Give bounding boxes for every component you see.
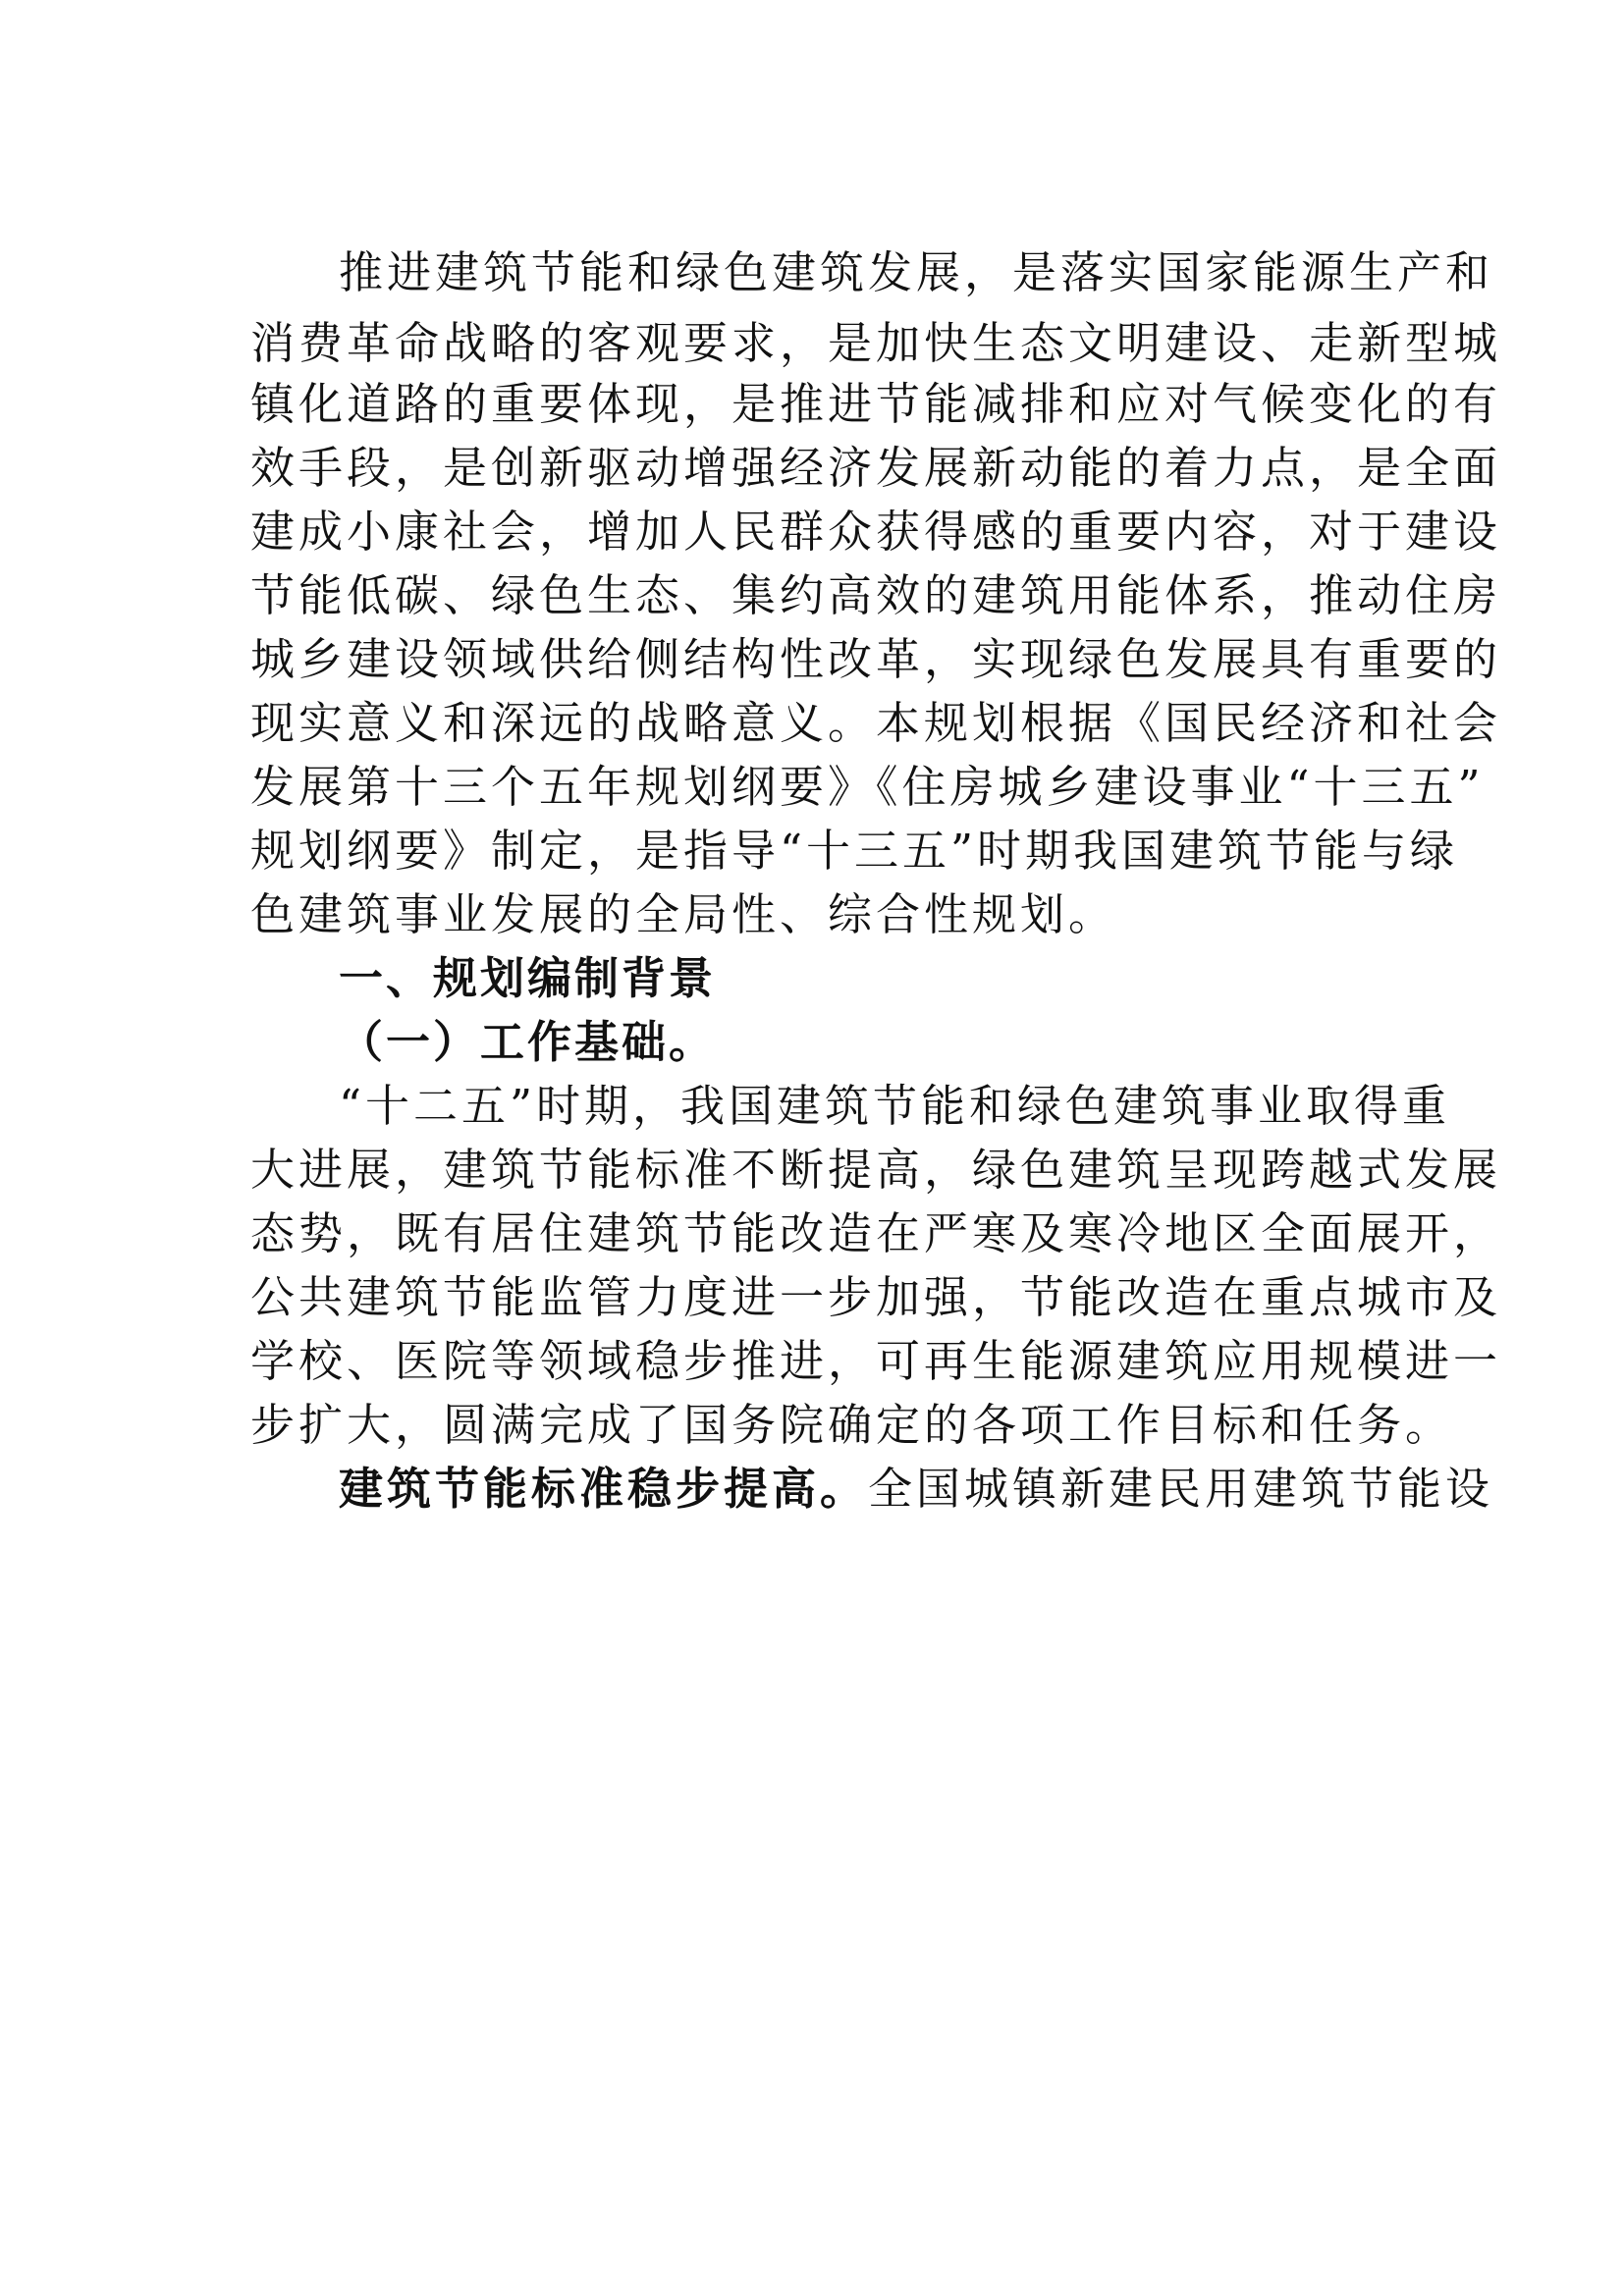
paragraph-2-line-5: 学校、医院等领域稳步推进，可再生能源建筑应用规模进一 [250,1335,1502,1387]
paragraph-1-line-2: 消费革命战略的客观要求，是加快生态文明建设、走新型城 [250,317,1502,369]
paragraph-1-line-11: 色建筑事业发展的全局性、综合性规划。 [250,888,1117,940]
paragraph-3-rest: 全国城镇新建民用建筑节能设 [868,1463,1494,1515]
paragraph-1-line-4: 效手段，是创新驱动增强经济发展新动能的着力点，是全面 [250,442,1502,494]
paragraph-2-line-3: 态势，既有居住建筑节能改造在严寒及寒冷地区全面展开， [250,1207,1502,1259]
paragraph-1-line-10: 规划纲要》制定，是指导“十三五”时期我国建筑节能与绿 [250,825,1459,877]
paragraph-1-line-3: 镇化道路的重要体现，是推进节能减排和应对气候变化的有 [250,378,1502,430]
paragraph-2-line-4: 公共建筑节能监管力度进一步加强，节能改造在重点城市及 [250,1271,1502,1323]
subsection-heading: （一）工作基础。 [339,1016,717,1068]
paragraph-1-line-6: 节能低碳、绿色生态、集约高效的建筑用能体系，推动住房 [250,569,1502,621]
paragraph-2-line-1: “十二五”时期，我国建筑节能和绿色建筑事业取得重 [339,1080,1451,1132]
paragraph-1-line-5: 建成小康社会，增加人民群众获得感的重要内容，对于建设 [250,506,1502,558]
paragraph-2-line-6: 步扩大，圆满完成了国务院确定的各项工作目标和任务。 [250,1399,1454,1451]
section-heading: 一、规划编制背景 [339,952,717,1004]
paragraph-1-line-9: 发展第十三个五年规划纲要》《住房城乡建设事业“十三五” [250,761,1485,813]
paragraph-1-line-1: 推进建筑节能和绿色建筑发展，是落实国家能源生产和 [339,246,1494,298]
paragraph-1-line-7: 城乡建设领域供给侧结构性改革，实现绿色发展具有重要的 [250,633,1502,685]
paragraph-2-line-2: 大进展，建筑节能标准不断提高，绿色建筑呈现跨越式发展 [250,1144,1502,1196]
paragraph-3-bold-lead: 建筑节能标准稳步提高。 [339,1463,869,1515]
paragraph-3-line-1 [339,1460,1494,1519]
paragraph-1-line-8: 现实意义和深远的战略意义。本规划根据《国民经济和社会 [250,697,1502,749]
